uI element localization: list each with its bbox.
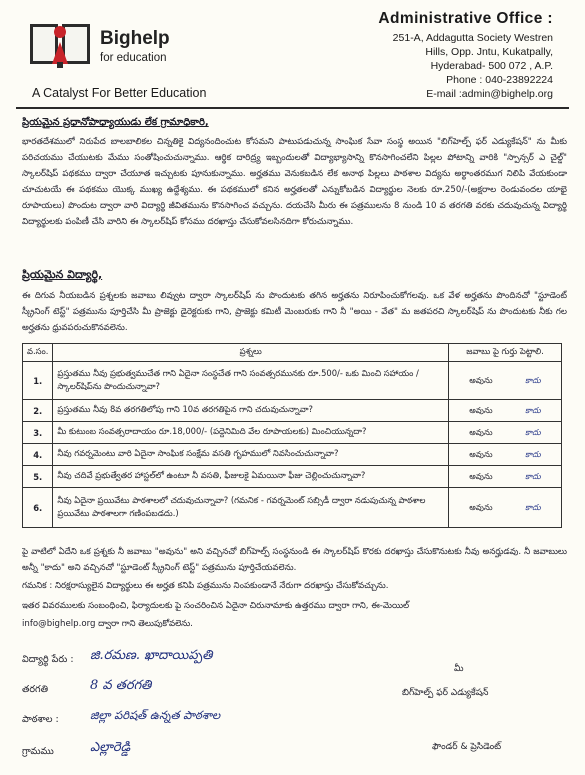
salutation-headmaster: ప్రియమైన ప్రధానోపాధ్యాయుడు లేక గ్రామాధికారి,	[22, 117, 209, 128]
table-row	[23, 488, 562, 528]
header-questions: ప్రశ్నలు	[53, 344, 449, 362]
brand-subtitle: for education	[100, 52, 167, 64]
row-number: 4.	[23, 444, 53, 466]
tagline: A Catalyst For Better Education	[32, 86, 207, 100]
contact-paragraph: ఇతర వివరములకు సంబంధించి, ఫిర్యాదులకు పై సంచరించిన ఏదైనా చిరునామాకు ఉత్తరము ద్వారా గాని, ఈ-మెయిల్	[22, 601, 410, 611]
option-yes[interactable]: అవును	[469, 448, 493, 459]
village-value[interactable]: ఎల్లారెడ్డి	[90, 740, 131, 755]
table-row	[23, 362, 562, 400]
table-row	[23, 400, 562, 422]
sign-role: ఫౌండర్ & ప్రెసిడెంట్	[432, 742, 502, 752]
option-no-marked[interactable]: కాదు	[525, 404, 541, 415]
question-text: ప్రస్తుతము నీవు 8వ తరగతిలోపు గాని 10వ తరగతిపైన గాని చదువుచున్నావా?	[53, 400, 449, 422]
bighelp-logo	[28, 14, 178, 78]
school-label: పాఠశాల :	[22, 714, 59, 725]
row-number: 5.	[23, 466, 53, 488]
office-line: Hyderabad- 500 072 , A.P.	[430, 60, 553, 72]
option-yes[interactable]: అవును	[469, 426, 493, 437]
header-serial: వ.సం.	[23, 344, 53, 362]
disqualification-paragraph: పై వాటిలో ఏదేని ఒక ప్రశ్నకు నీ జవాబు "అవును" అని వచ్చినచో బిగ్‌హెల్ప్ సంస్థనుండి ఈ స్కాలర్‌షిప్ కొరకు దరఖాస్తు చేసుకొనుటకు నీవు అనర్హుడవు. నీ జవాబులు అన్నీ "కాదు" అని వచ్చినచో "స్టూడెంట్ స్క్రీనింగ్ టెస్ట్" పత్రమును పూర్తిచేయవలెను.	[22, 547, 567, 573]
brand-name: Bighelp	[100, 28, 170, 49]
book-logo-icon	[28, 18, 92, 70]
answer-cell[interactable]	[449, 362, 562, 400]
row-number: 2.	[23, 400, 53, 422]
option-no-marked[interactable]: కాదు	[525, 426, 541, 437]
note-paragraph: గమనిక : నిరక్షరాస్యులైన విద్యార్థులు ఈ అర్హత కనిపి పత్రమును నింపకుండానే నేరుగా దరఖాస్తు చేసుకోవచ్చును.	[22, 581, 389, 591]
answer-cell[interactable]	[449, 400, 562, 422]
salutation-student: ప్రియమైన విద్యార్థి,	[22, 268, 103, 281]
question-text: నీవు గవర్నమెంటు వారి ఏదైనా సాంఘిక సంక్షేమ వసతి గృహములో నివసించుచున్నావా?	[53, 444, 449, 466]
office-address	[313, 10, 553, 101]
office-line: Hills, Opp. Jntu, Kukatpally,	[425, 46, 553, 58]
intro-paragraph: భారతదేశములో నిరుపేద బాలబాలికల చిన్నతికై విద్యనందించుట కోసమని పాటుపడుచున్న సాంఘిక సేవా సంస్థ అయిన "బిగ్‌హెల్ప్ ఫర్ ఎడ్యుకేషన్" ను మీకు పరిచయము చేయుటకు మేము సంతోషించుచున్నాము. ఆర్థిక దారిద్ర్య ఇబ్బందులతో విద్యాభ్యాసాన్ని కొనసాగించలేని పిల్లల పోటాన్ని వారికి "స్పాన్సర్ ఎ చైల్డ్" స్కాలర్‌షిప్ పథకము ద్వారా చేయూత ఇచ్చుటకు పూనుకున్నాము. అర్హతము వెనుకబడిన లేక అనాథ పిల్లలు పాఠశాల విద్యను అర్థాంతరముగ నిలిపి వేయకుండా చూచుటయే ఈ పథకము యొక్క ముఖ్య ఉద్దేశ్యము. ఈ పథకములో కనిన అర్హతలతో ఎన్నుకోబడిన విద్యార్థుల నెలకు రూ.250/-(అక్షరాల రెండువందల యాభై రూపాయలు) పొందుట ద్వారా వారి విద్యార్థి జీవితమును కొనసాగించ వచ్చును. దయచేసి మీరు ఈ పత్రములను 8 నుండి 10 వ తరగతి వరకు చదువుచున్న విద్యార్థి విద్యార్థులకు పంపిణీ చేసి వారిని ఈ స్కాలర్‌షిప్ కోసము దరఖాస్తు చేసుకోవలసినదిగా కోరుచున్నాము.	[22, 137, 567, 227]
table-row	[23, 422, 562, 444]
student-name-value[interactable]: జి.రమణ. ఖాదాయిప్పతి	[90, 648, 213, 663]
office-email: E-mail :admin@bighelp.org	[426, 88, 553, 100]
row-number: 1.	[23, 362, 53, 400]
row-number: 3.	[23, 422, 53, 444]
table-row	[23, 444, 562, 466]
question-text: నీవు ఏదైనా ప్రయివేటు పాఠశాలలో చదువుచున్నావా? (గమనిక - గవర్నమెంట్ సబ్సిడీ ద్వారా నడుపుచున్న పాఠశాల ప్రయివేటు పాఠశాలగా గణింపబడదు.)	[53, 488, 449, 528]
option-no-marked[interactable]: కాదు	[525, 448, 541, 459]
option-yes[interactable]: అవును	[469, 404, 493, 415]
student-name-label: విద్యార్థి పేరు :	[22, 654, 74, 665]
option-yes[interactable]: అవును	[469, 470, 493, 481]
answer-cell[interactable]	[449, 422, 562, 444]
contact-email-line: info@bighelp.org ద్వారా గాని తెలుపుకోవలెను.	[22, 619, 193, 629]
option-no-marked[interactable]: కాదు	[525, 470, 541, 481]
table-row	[23, 466, 562, 488]
option-no-marked[interactable]: కాదు	[525, 374, 541, 385]
question-text: మీ కుటుంబ సంవత్సరాదాయం రూ.18,000/- (పద్దెనిమిది వేల రూపాయలకు) మించియున్నదా?	[53, 422, 449, 444]
option-yes[interactable]: అవును	[469, 374, 493, 385]
header-divider	[16, 107, 569, 109]
class-value[interactable]: 8 వ తరగతి	[90, 678, 152, 693]
option-yes[interactable]: అవును	[469, 501, 493, 512]
row-number: 6.	[23, 488, 53, 528]
answer-cell[interactable]	[449, 466, 562, 488]
office-line: 251-A, Addagutta Society Westren	[392, 32, 553, 44]
eligibility-table	[22, 343, 562, 528]
question-text: నీవు చదివే ప్రభుత్వేతర హాస్టల్‌లో ఉంటూ నీ వసతి, ఫీజులకై ఏమయినా ఫీజు చెల్లించుచున్నావా?	[53, 466, 449, 488]
village-label: గ్రామము	[22, 746, 54, 757]
office-phone: Phone : 040-23892224	[446, 74, 553, 86]
option-no-marked[interactable]: కాదు	[525, 501, 541, 512]
sign-from: మీ	[454, 664, 464, 674]
office-title: Administrative Office :	[378, 10, 553, 27]
header-answer: జవాబు పై గుర్తు పెట్టాలి.	[449, 344, 562, 362]
student-paragraph: ఈ దిగువ నీయబడిన ప్రశ్నలకు జవాబు లివ్వుట ద్వారా స్కాలర్‌షిప్ ను పొందుటకు తగిన అర్హతను నిరూపించుకోగలవు. ఒక వేళ అర్హతను పొందినచో "స్టూడెంట్ స్క్రీనింగ్ టెస్ట్" పత్రమును పూర్తిచేసి మీ ప్రాజెక్టు డైరెక్టరుకు గాని, ప్రాజెక్టు కమిటీ మెంబరుకు గాని నీ "అయి - వేత" మ జతపరచి స్కాలర్‌షిప్ ను పొందుటకు నీకు గల అర్హతను ధ్రువపరుచుకొనవలెను.	[22, 291, 567, 333]
answer-cell[interactable]	[449, 488, 562, 528]
class-label: తరగతి	[22, 684, 48, 695]
table-header-row	[23, 344, 562, 362]
sign-organization: బిగ్‌హెల్ప్ ఫర్ ఎడ్యుకేషన్	[402, 688, 489, 698]
answer-cell[interactable]	[449, 444, 562, 466]
question-text: ప్రస్తుతము నీవు ప్రభుత్వముచేత గాని ఏదైనా సంస్థచేత గాని సంవత్సరమునకు రూ.500/- ఒకు మించి సహాయం / స్కాలర్‌షిప్‌ను పొందుచున్నావా?	[53, 362, 449, 400]
school-value[interactable]: జిల్లా పరిషత్ ఉన్నత పాఠశాల	[90, 708, 221, 722]
